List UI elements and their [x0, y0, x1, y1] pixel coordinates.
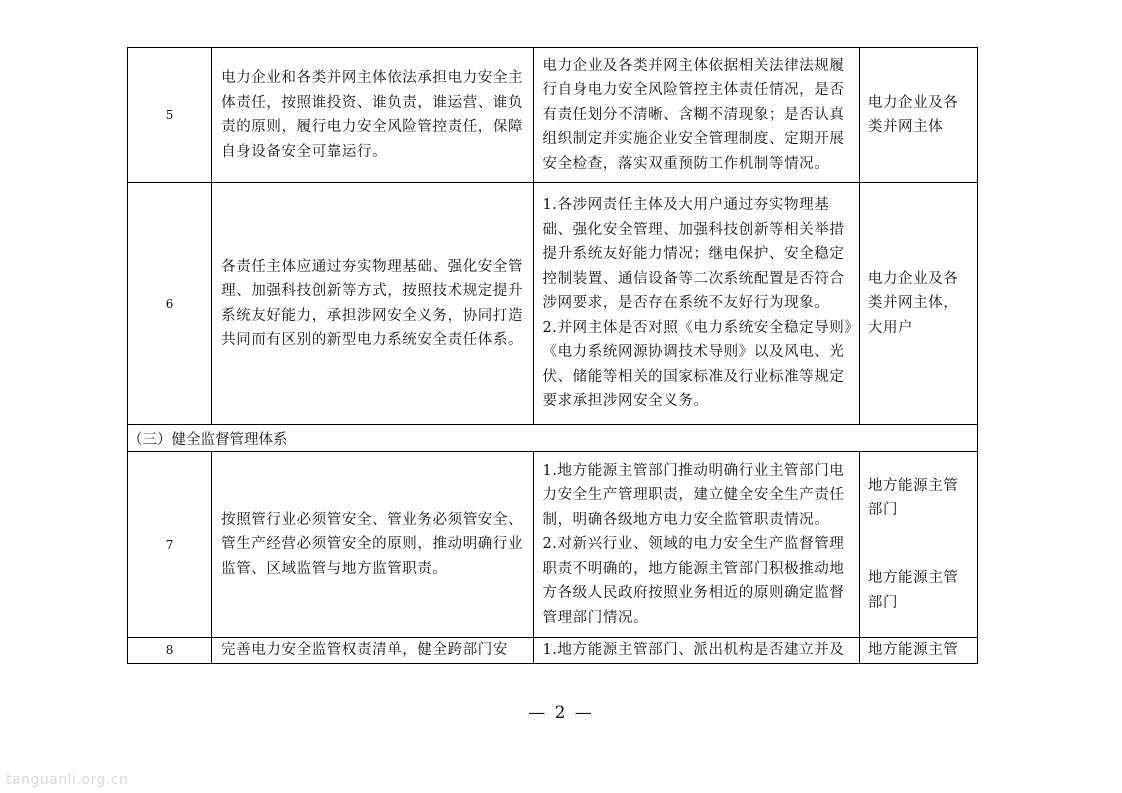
requirement-text: 按照管行业必须管安全、管业务必须管安全、管生产经营必须管安全的原则，推动明确行业监管、区域监管与地方监管职责。 — [221, 511, 524, 577]
standard-text — [534, 190, 858, 417]
requirement-text: 电力企业和各类并网主体依法承担电力安全主体责任，按照谁投资、谁负责，谁运营、谁负责的原则，履行电力安全风险管控责任，保障自身设备安全可靠运行。 — [221, 70, 524, 160]
table-row — [128, 48, 978, 183]
table-row — [128, 183, 978, 425]
object-text: 地方能源主管部门 — [867, 477, 959, 519]
row-number: 8 — [128, 638, 212, 664]
standard-item: 1.各涉网责任主体及大用户通过夯实物理基础、强化安全管理、加强科技创新等相关举措提升系统友好能力情况；继电保护、安全稳定控制装置、通信设备等二次系统配置是否符合涉网要求，是否存在系统不友好行为现象。 — [542, 197, 845, 312]
standards-table — [127, 47, 978, 664]
standard-item: 2.并网主体是否对照《电力系统安全稳定导则》《电力系统网源协调技术导则》以及风电、光伏、储能等相关的国家标准及行业标准等规定要求承担涉网安全义务。 — [542, 319, 853, 410]
object-text: 地方能源主管 — [867, 642, 959, 658]
standard-item: 2.对新兴行业、领域的电力安全生产监督管理职责不明确的，地方能源主管部门积极推动地方各级人民政府按照业务相近的原则确定监督管理部门情况。 — [542, 536, 845, 626]
row-number: 5 — [128, 48, 212, 183]
standard-text — [534, 456, 858, 634]
watermark: tanguanli.org.cn — [6, 772, 129, 788]
object-text: 电力企业及各类并网主体 — [867, 94, 959, 135]
section-heading: （三）健全监督管理体系 — [128, 425, 978, 452]
object-text: 电力企业及各类并网主体，大用户 — [867, 270, 959, 336]
standard-item: 1.地方能源主管部门推动明确行业主管部门电力安全生产管理职责，建立健全安全生产责任制，明确各级地方电力安全监管职责情况。 — [542, 462, 845, 528]
table-row — [128, 638, 978, 664]
standard-text: 1.地方能源主管部门、派出机构是否建立并及 — [542, 642, 845, 658]
page-number: — 2 — — [528, 703, 594, 723]
object-text: 地方能源主管部门 — [867, 570, 959, 611]
row-number: 6 — [128, 183, 212, 425]
row-number: 7 — [128, 452, 212, 638]
standard-text: 电力企业及各类并网主体依据相关法律法规履行自身电力安全风险管控主体责任情况，是否有责任划分不清晰、含糊不清现象；是否认真组织制定并实施企业安全管理制度、定期开展安全检查，落实双重预防工作机制等情况。 — [542, 57, 845, 172]
section-row — [128, 425, 978, 452]
requirement-text: 完善电力安全监管权责清单，健全跨部门安 — [221, 642, 508, 658]
table-row — [128, 452, 978, 638]
requirement-text: 各责任主体应通过夯实物理基础、强化安全管理、加强科技创新等方式，按照技术规定提升系统友好能力，承担涉网安全义务，协同打造共同而有区别的新型电力系统安全责任体系。 — [221, 258, 524, 348]
